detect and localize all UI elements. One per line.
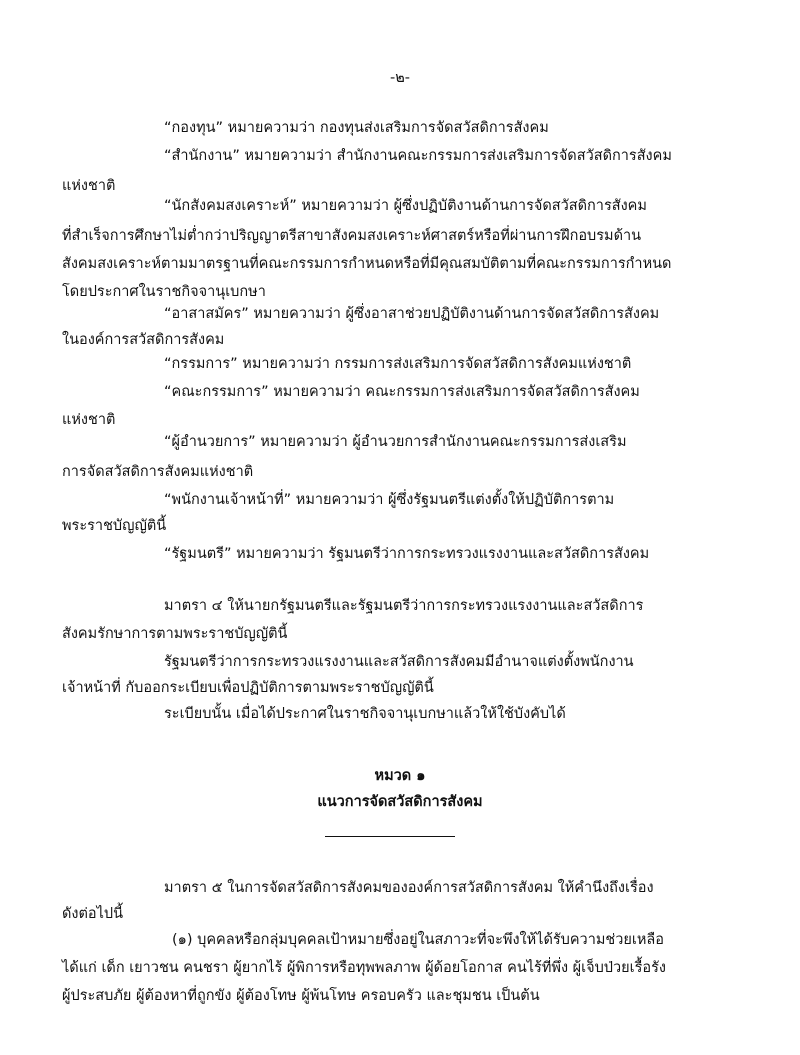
text-line: เจ้าหน้าที่ กับออกระเบียบเพื่อปฏิบัติการตามพระราชบัญญัตินี้ [62,680,434,696]
page-number: -๒- [389,70,411,86]
text-line: สังคมรักษาการตามพระราชบัญญัตินี้ [62,626,288,642]
text-line: การจัดสวัสดิการสังคมแห่งชาติ [62,464,254,480]
text-line: โดยประกาศในราชกิจจานุเบกษา [62,284,266,300]
text-line: รัฐมนตรีว่าการกระทรวงแรงงานและสวัสดิการสังคมมีอำนาจแต่งตั้งพนักงาน [164,654,634,670]
chapter-heading: หมวด ๑ [374,768,426,784]
definition-director: “ผู้อำนวยการ” หมายความว่า ผู้อำนวยการสำนักงานคณะกรรมการส่งเสริม [164,434,627,450]
definition-volunteer: “อาสาสมัคร” หมายความว่า ผู้ซึ่งอาสาช่วยปฏิบัติงานด้านการจัดสวัสดิการสังคม [164,306,660,322]
text-line: สังคมสงเคราะห์ตามมาตรฐานที่คณะกรรมการกำหนดหรือที่มีคุณสมบัติตามที่คณะกรรมการกำหนด [62,256,672,272]
definition-minister: “รัฐมนตรี” หมายความว่า รัฐมนตรีว่าการกระทรวงแรงงานและสวัสดิการสังคม [164,546,650,562]
text-line: ระเบียบนั้น เมื่อได้ประกาศในราชกิจจานุเบกษาแล้วให้ใช้บังคับได้ [164,706,566,722]
section-4: มาตรา ๔ ให้นายกรัฐมนตรีและรัฐมนตรีว่าการกระทรวงแรงงานและสวัสดิการ [164,598,644,614]
definition-official: “พนักงานเจ้าหน้าที่” หมายความว่า ผู้ซึ่งรัฐมนตรีแต่งตั้งให้ปฏิบัติการตาม [164,492,615,508]
chapter-title: แนวการจัดสวัสดิการสังคม [317,794,483,810]
text-line: ได้แก่ เด็ก เยาวชน คนชรา ผู้ยากไร้ ผู้พิการหรือทุพพลภาพ ผู้ด้อยโอกาส คนไร้ที่พึ่ง ผู้เจ็บป่วยเรื้อรัง [62,960,666,976]
section-5: มาตรา ๕ ในการจัดสวัสดิการสังคมขององค์การสวัสดิการสังคม ให้คำนึงถึงเรื่อง [164,880,654,896]
text-line: พระราชบัญญัตินี้ [62,518,167,534]
divider [325,836,455,837]
text-line: ผู้ประสบภัย ผู้ต้องหาที่ถูกขัง ผู้ต้องโทษ ผู้พ้นโทษ ครอบครัว และชุมชน เป็นต้น [62,988,540,1004]
text-line: แห่งชาติ [62,178,116,194]
definition-fund: “กองทุน” หมายความว่า กองทุนส่งเสริมการจัดสวัสดิการสังคม [164,120,549,136]
text-line: แห่งชาติ [62,412,116,428]
definition-office: “สำนักงาน” หมายความว่า สำนักงานคณะกรรมการส่งเสริมการจัดสวัสดิการสังคม [164,148,672,164]
text-line: ที่สำเร็จการศึกษาไม่ต่ำกว่าปริญญาตรีสาขาสังคมสงเคราะห์ศาสตร์หรือที่ผ่านการฝึกอบรมด้าน [62,228,642,244]
text-line: ในองค์การสวัสดิการสังคม [62,332,225,348]
definition-social-worker: “นักสังคมสงเคราะห์” หมายความว่า ผู้ซึ่งปฏิบัติงานด้านการจัดสวัสดิการสังคม [164,198,647,214]
definition-committee-member: “กรรมการ” หมายความว่า กรรมการส่งเสริมการจัดสวัสดิการสังคมแห่งชาติ [164,356,632,372]
text-line: ดังต่อไปนี้ [62,906,124,922]
clause-1: (๑) บุคคลหรือกลุ่มบุคคลเป้าหมายซึ่งอยู่ในสภาวะที่จะพึงให้ได้รับความช่วยเหลือ [172,932,664,948]
definition-committee: “คณะกรรมการ” หมายความว่า คณะกรรมการส่งเสริมการจัดสวัสดิการสังคม [164,384,640,400]
